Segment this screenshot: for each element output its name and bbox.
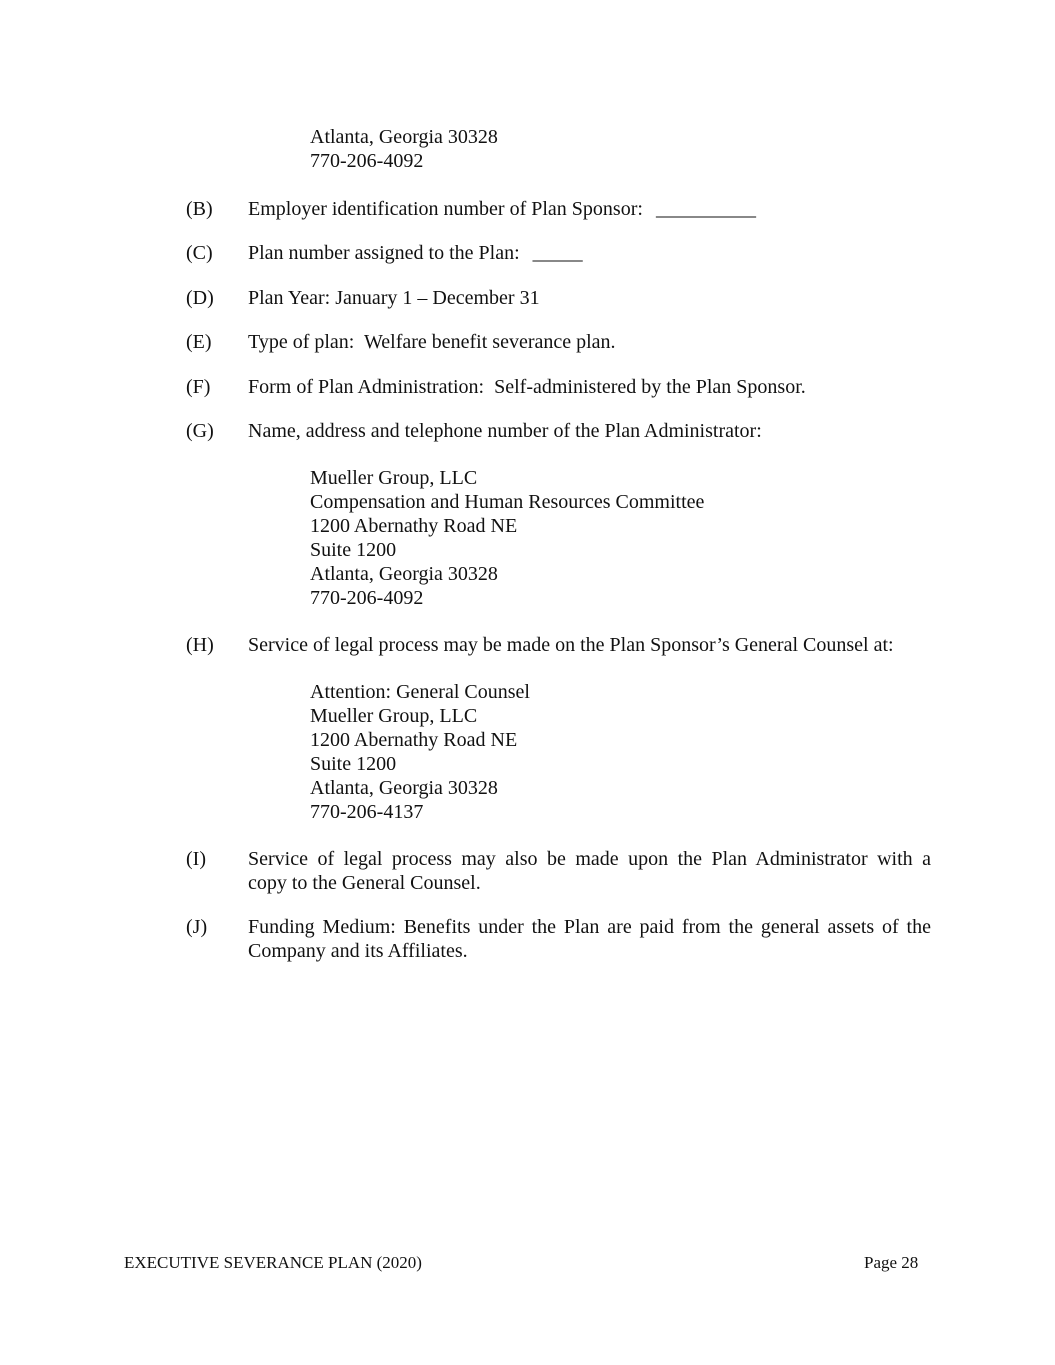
item-h-text: Service of legal process may be made on the Plan Sponsor’s General Counsel at: <box>248 634 894 656</box>
item-c-description: Plan number assigned to the Plan: <box>248 242 520 264</box>
item-f-text: Form of Plan Administration: Self-administered by the Plan Sponsor. <box>248 376 806 398</box>
address-line: 770-206-4137 <box>310 801 424 823</box>
item-i-text <box>248 847 931 895</box>
address-line: Attention: General Counsel <box>310 681 530 703</box>
address-line: Atlanta, Georgia 30328 <box>310 126 498 148</box>
item-b-text <box>248 197 756 221</box>
address-line: 1200 Abernathy Road NE <box>310 729 518 751</box>
address-line: Atlanta, Georgia 30328 <box>310 777 498 799</box>
item-g-label: (G) <box>186 420 214 442</box>
address-line: 1200 Abernathy Road NE <box>310 515 518 537</box>
address-line: Mueller Group, LLC <box>310 705 478 727</box>
item-d-label: (D) <box>186 287 214 309</box>
address-line: Suite 1200 <box>310 539 397 561</box>
item-j-label: (J) <box>186 916 208 938</box>
paragraph-line: Company and its Affiliates. <box>248 940 468 962</box>
item-c-text <box>248 241 583 265</box>
address-line: 770-206-4092 <box>310 150 424 172</box>
item-b-blank: __________ <box>655 198 756 220</box>
footer-page-number: Page 28 <box>864 1253 919 1272</box>
paragraph-line: Funding Medium: Benefits under the Plan are paid from the general assets of the <box>248 916 931 938</box>
footer-document-title: EXECUTIVE SEVERANCE PLAN (2020) <box>124 1253 422 1272</box>
paragraph-line: copy to the General Counsel. <box>248 872 481 894</box>
item-i-label: (I) <box>186 848 206 870</box>
general-counsel-address <box>310 680 530 824</box>
address-line: Atlanta, Georgia 30328 <box>310 563 498 585</box>
item-h-label: (H) <box>186 634 214 656</box>
address-line: Mueller Group, LLC <box>310 467 478 489</box>
top-address <box>310 125 498 173</box>
item-g-text: Name, address and telephone number of the Plan Administrator: <box>248 420 762 442</box>
item-c-label: (C) <box>186 242 213 264</box>
plan-administrator-address <box>310 466 704 610</box>
item-f-label: (F) <box>186 376 211 398</box>
item-e-label: (E) <box>186 331 212 353</box>
address-line: Suite 1200 <box>310 753 397 775</box>
address-line: Compensation and Human Resources Committee <box>310 491 705 513</box>
address-line: 770-206-4092 <box>310 587 424 609</box>
item-d-text: Plan Year: January 1 – December 31 <box>248 287 540 309</box>
paragraph-line: Service of legal process may also be made upon the Plan Administrator with a <box>248 848 931 870</box>
item-b-description: Employer identification number of Plan Sponsor: <box>248 198 643 220</box>
item-e-text: Type of plan: Welfare benefit severance plan. <box>248 331 616 353</box>
item-c-blank: _____ <box>532 242 583 264</box>
item-j-text <box>248 915 931 963</box>
item-b-label: (B) <box>186 198 213 220</box>
